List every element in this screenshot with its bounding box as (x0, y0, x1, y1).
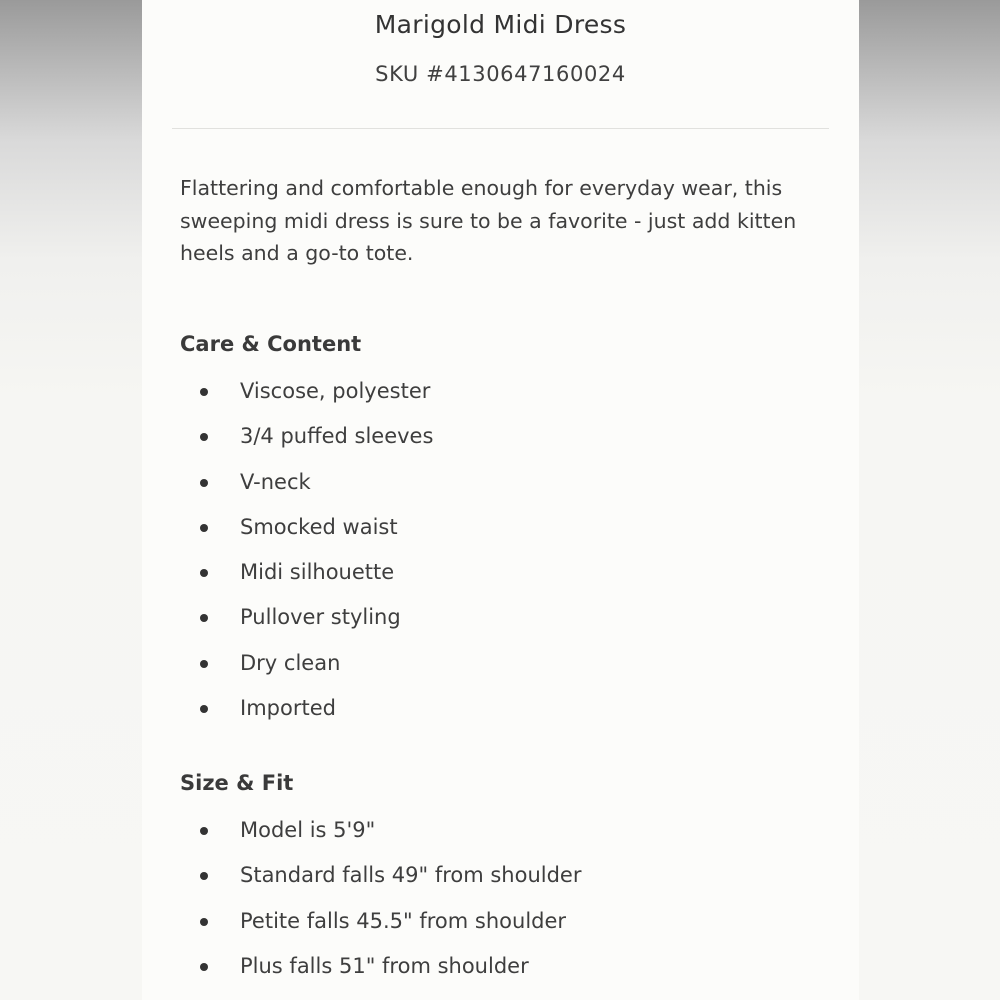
list-item-text: Model is 5'9" (240, 818, 376, 842)
list-item-text: 3/4 puffed sleeves (240, 424, 434, 449)
list-item-text: Dry clean (240, 650, 341, 675)
bullet-icon (200, 524, 208, 532)
list-item-text: Viscose, polyester (240, 379, 431, 403)
list-item (142, 808, 859, 853)
size-fit-heading: Size & Fit (180, 771, 294, 795)
bullet-icon (200, 660, 208, 668)
bullet-icon (200, 569, 208, 577)
bullet-icon (200, 872, 208, 880)
size-fit-list (142, 808, 859, 989)
list-item (142, 853, 859, 898)
list-item (142, 460, 859, 505)
list-item-text: Standard falls 49" from shoulder (240, 863, 582, 888)
list-item-text: Midi silhouette (240, 560, 395, 585)
list-item (142, 686, 859, 731)
list-item-text: Petite falls 45.5" from shoulder (240, 908, 567, 933)
list-item-text: Imported (240, 696, 336, 721)
list-item (142, 414, 859, 459)
bullet-icon (200, 388, 208, 396)
list-item-text: Pullover styling (240, 605, 401, 630)
bullet-icon (200, 705, 208, 713)
bullet-icon (200, 614, 208, 622)
list-item-text: Smocked waist (240, 514, 398, 539)
list-item-text: V-neck (240, 469, 311, 494)
list-item (142, 595, 859, 640)
bullet-icon (200, 827, 208, 835)
bullet-icon (200, 433, 208, 441)
bullet-icon (200, 479, 208, 487)
product-sku: SKU #4130647160024 (375, 62, 626, 86)
care-content-list (142, 369, 859, 731)
divider (172, 128, 829, 129)
list-item (142, 944, 859, 989)
list-item (142, 505, 859, 550)
product-description: Flattering and comfortable enough for everyday wear, this sweeping midi dress is sure to be a favorite - just add kitten heels and a go-to tote. (180, 176, 797, 265)
list-item-text: Plus falls 51" from shoulder (240, 953, 529, 978)
bullet-icon (200, 918, 208, 926)
product-title: Marigold Midi Dress (374, 10, 627, 39)
product-details-panel (142, 0, 859, 1000)
list-item (142, 899, 859, 944)
list-item (142, 641, 859, 686)
list-item (142, 369, 859, 414)
care-content-heading: Care & Content (180, 332, 362, 356)
list-item (142, 550, 859, 595)
bullet-icon (200, 963, 208, 971)
